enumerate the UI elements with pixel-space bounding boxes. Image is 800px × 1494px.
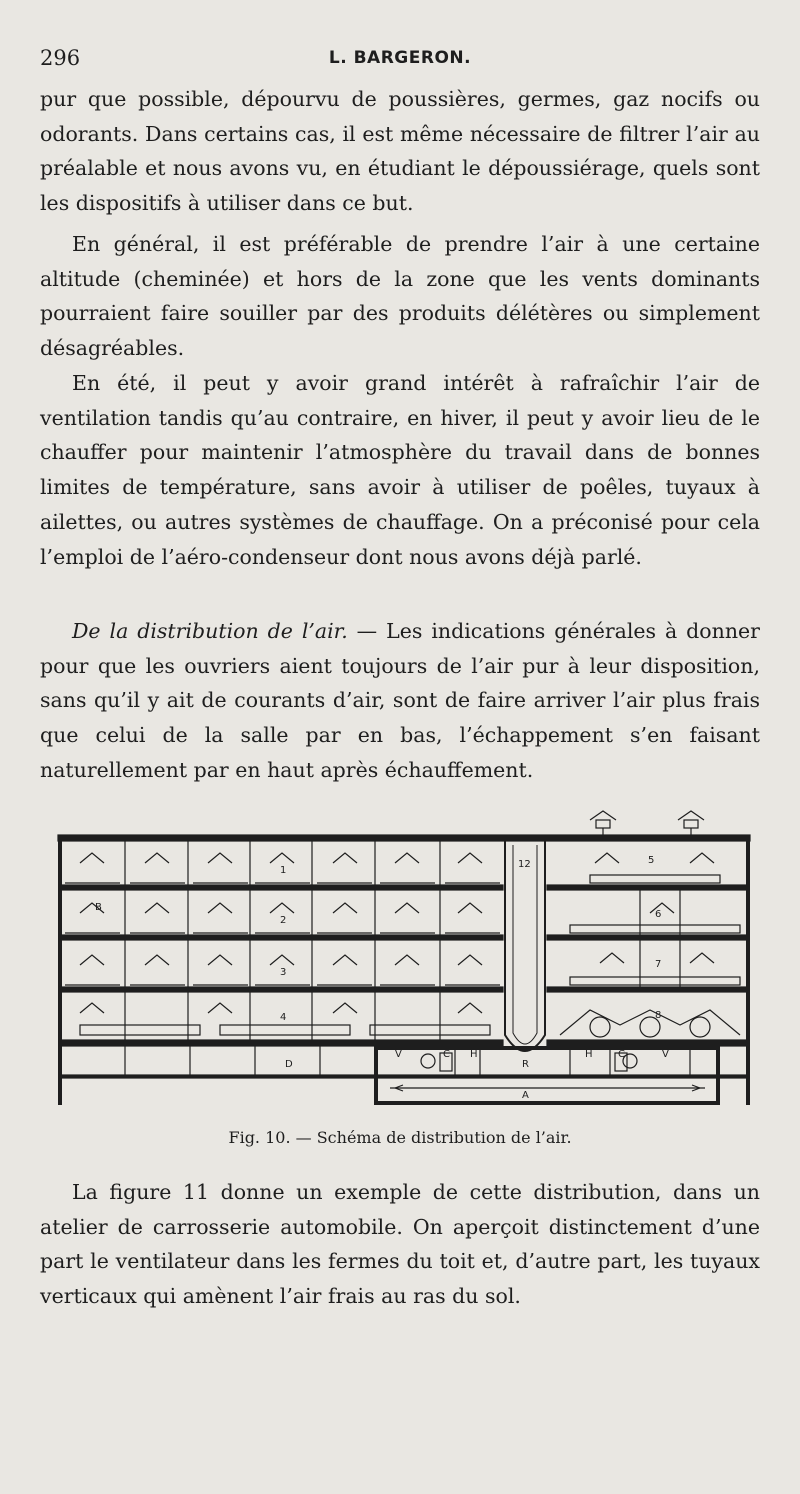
figure-caption: [0, 1128, 800, 1147]
label-shaft: 12: [518, 859, 531, 870]
label-room-6: 6: [655, 909, 662, 920]
label-floor-3: 3: [280, 967, 287, 978]
caption-label: Fig. 10.: [228, 1128, 291, 1147]
label-room-5: 5: [648, 855, 655, 866]
label-v-right: V: [662, 1049, 669, 1060]
paragraph-4: [40, 614, 760, 788]
label-b: B: [95, 902, 102, 913]
label-c-left: C: [443, 1049, 450, 1060]
label-cellar: D: [285, 1059, 293, 1070]
label-h-right: H: [585, 1049, 593, 1060]
roof-vent-right: [678, 811, 704, 837]
label-duct: A: [522, 1090, 529, 1101]
paragraph-2: En général, il est préférable de prendre l’air à une certaine altitude (cheminée) et hors de la zone que les vents dominants pourraient faire souiller par des produits délétères ou simplement désagréables.: [40, 232, 760, 361]
workbenches: [65, 875, 740, 1035]
label-floor-2: 2: [280, 915, 287, 926]
label-center: R: [522, 1059, 529, 1070]
label-v-left: V: [395, 1049, 402, 1060]
paragraph-5: La figure 11 donne un exemple de cette distribution, dans un atelier de carrosserie automobile. On aperçoit distinctement d’une part le ventilateur dans les fermes du toit et, d’autre part, les tuyaux verticaux qui amènent l’air frais au ras du sol.: [40, 1180, 760, 1309]
label-floor-4: 4: [280, 1012, 287, 1023]
label-room-7: 7: [655, 959, 662, 970]
page-header: [40, 44, 760, 74]
ventilation-diagram: [50, 805, 760, 1115]
section-heading: De la distribution de l’air.: [72, 619, 348, 643]
label-h-left: H: [470, 1049, 478, 1060]
roof-vent-left: [590, 811, 616, 837]
label-c-right: C: [618, 1049, 625, 1060]
paragraph-1: pur que possible, dépourvu de poussières, germes, gaz nocifs ou odorants. Dans certains cas, il est même nécessaire de filtrer l’air au préalable et nous avons vu, en étudiant le dépoussiérage, quels sont les dispositifs à utiliser dans ce but.: [40, 87, 760, 216]
label-floor-1: 1: [280, 865, 287, 876]
running-head: L. BARGERON.: [328, 48, 472, 68]
paragraph-4-body: — Les indications générales à donner pour que les ouvriers aient toujours de l’air pur à leur disposition, sans qu’il y ait de courants d’air, sont de faire arriver l’air plus frais que celui de la salle par en bas, l’échappement s’en faisant naturellement par en haut après échauffement.: [40, 619, 760, 782]
caption-text: — Schéma de distribution de l’air.: [290, 1128, 572, 1147]
page-number: 296: [40, 46, 81, 70]
paragraph-3: En été, il peut y avoir grand intérêt à rafraîchir l’air de ventilation tandis qu’au contraire, en hiver, il peut y avoir lieu de le chauffer pour maintenir l’atmosphère du travail dans de bonnes limites de température, sans avoir à utiliser de poêles, tuyaux à ailettes, ou autres systèmes de chauffage. On a préconisé pour cela l’emploi de l’aéro-condenseur dont nous avons déjà parlé.: [40, 371, 760, 569]
label-room-8: 8: [655, 1010, 662, 1021]
